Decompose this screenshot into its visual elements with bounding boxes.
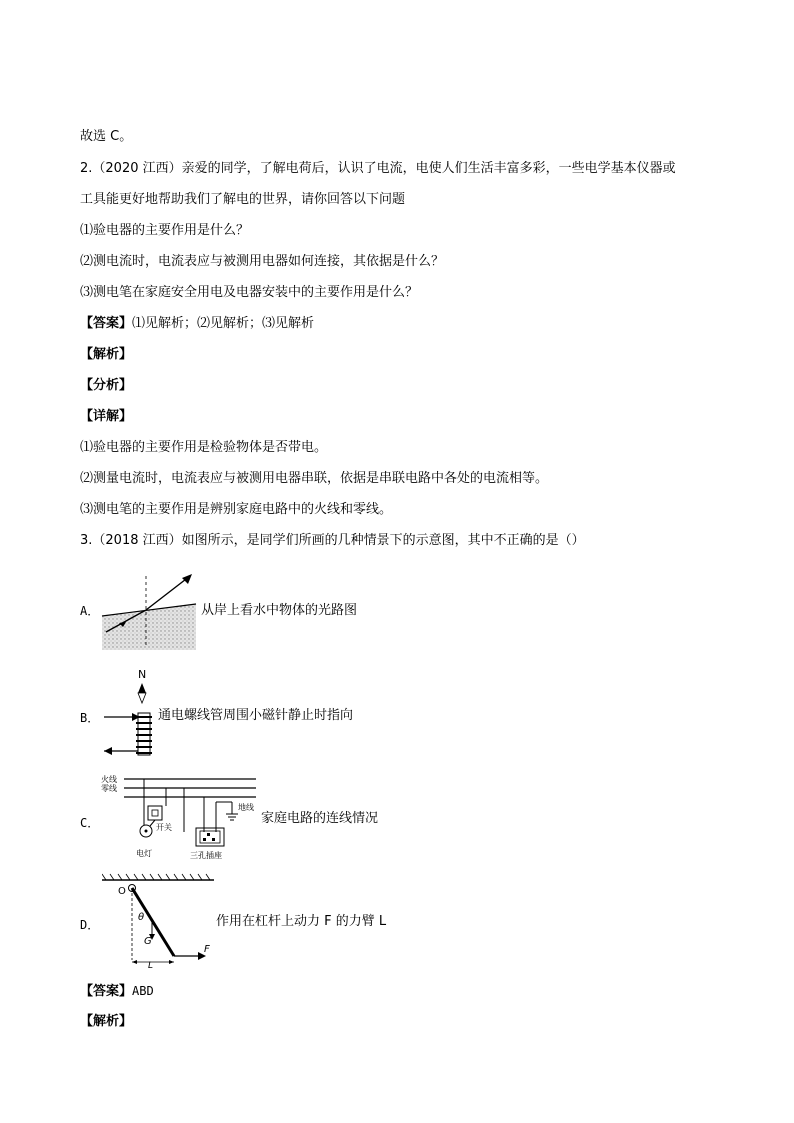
option-b-letter: B． xyxy=(80,711,100,725)
household-circuit-figure xyxy=(100,772,260,864)
answer-text: ⑴见解析；⑵见解析；⑶见解析 xyxy=(132,316,315,331)
angle-theta-label: θ xyxy=(138,912,145,923)
option-d-text: 作用在杠杆上动力 F 的力臂 L xyxy=(216,914,387,929)
pivot-o-label: O xyxy=(118,886,126,897)
option-c-text: 家庭电路的连线情况 xyxy=(261,811,379,826)
neutral-wire-label: 零线 xyxy=(101,784,117,793)
answer-label: 【答案】 xyxy=(80,316,133,331)
live-wire-label: 火线 xyxy=(101,775,117,784)
q2-sub-question-2: ⑵测电流时，电流表应与被测用电器如何连接，其依据是什么？ xyxy=(80,254,445,269)
q2-stem-line2: 工具能更好地帮助我们了解电的世界，请你回答以下问题 xyxy=(80,192,406,207)
option-a-text: 从岸上看水中物体的光路图 xyxy=(201,603,358,618)
arm-l-label: L xyxy=(148,961,154,970)
q2-detail-heading: 【详解】 xyxy=(80,409,133,424)
compass-n-label: N xyxy=(138,668,147,681)
option-b-text-visible: 通电螺线管周围小磁针静止时指向 xyxy=(158,708,354,723)
gravity-g-label: G xyxy=(144,936,152,947)
q2-detail-2: ⑵测量电流时，电流表应与被测用电器串联，依据是串联电路中各处的电流相等。 xyxy=(80,471,549,486)
intro-line: 故选 C。 xyxy=(80,129,133,144)
option-c-letter: C． xyxy=(80,816,100,830)
q2-answer xyxy=(80,316,314,332)
q3-answer-text: ABD xyxy=(132,984,154,998)
option-a-letter: A． xyxy=(80,604,100,618)
socket-label: 三孔插座 xyxy=(190,851,222,860)
q3-answer xyxy=(80,983,154,1000)
q2-fenxi-heading: 【分析】 xyxy=(80,378,133,393)
switch-label: 开关 xyxy=(156,823,172,832)
lever-figure xyxy=(102,872,216,970)
q2-sub-question-1: ⑴验电器的主要作用是什么？ xyxy=(80,223,250,238)
option-d-letter: D． xyxy=(80,918,100,932)
q3-stem: 3.（2018 江西）如图所示，是同学们所画的几种情景下的示意图，其中不正确的是（） xyxy=(80,533,585,548)
solenoid-figure xyxy=(100,663,160,765)
q3-analysis-heading: 【解析】 xyxy=(80,1014,133,1029)
force-f-label: F xyxy=(204,944,210,955)
q2-stem-line1: 2.（2020 江西）亲爱的同学，了解电荷后，认识了电流，电使人们生活丰富多彩，一些电学基本仪器或 xyxy=(80,161,676,176)
lamp-label: 电灯 xyxy=(136,849,152,858)
q2-detail-3: ⑶测电笔的主要作用是辨别家庭电路中的火线和零线。 xyxy=(80,502,393,517)
q2-analysis-heading: 【解析】 xyxy=(80,347,133,362)
q2-sub-question-3: ⑶测电笔在家庭安全用电及电器安装中的主要作用是什么？ xyxy=(80,285,419,300)
q2-detail-1: ⑴验电器的主要作用是检验物体是否带电。 xyxy=(80,440,328,455)
refraction-figure xyxy=(100,570,198,650)
q3-answer-label: 【答案】 xyxy=(80,984,133,999)
ground-wire-label: 地线 xyxy=(238,803,254,812)
